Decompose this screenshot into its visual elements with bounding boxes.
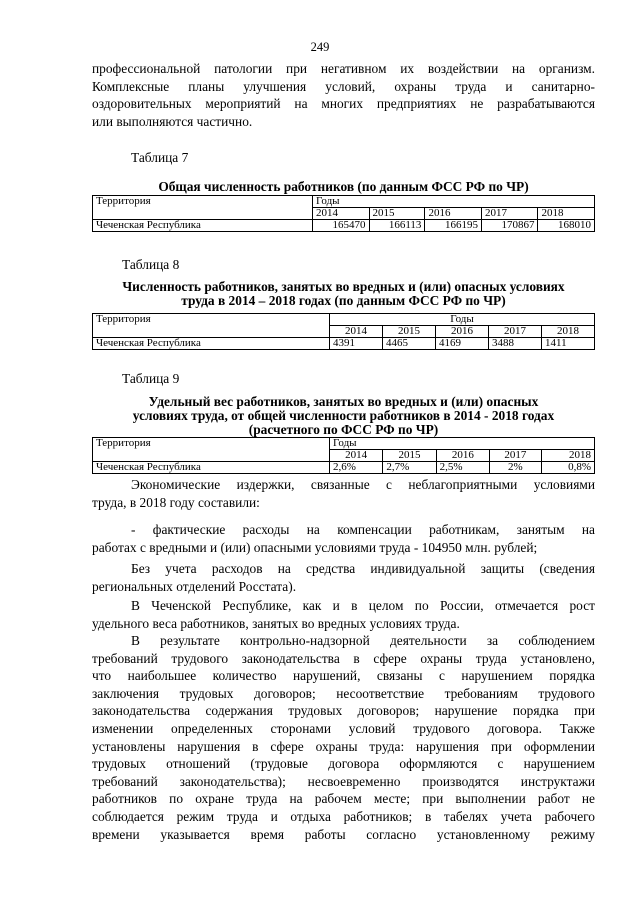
table9-cell: 2,5% [436, 462, 489, 474]
table7-year: 2018 [538, 208, 595, 220]
table-row [93, 220, 595, 232]
table-row [93, 462, 595, 474]
table7-label: Таблица 7 [131, 150, 189, 165]
text-line: удельного веса работников, занятых во вредных условиях труда. [92, 615, 460, 631]
table8-title-line: труда в 2014 – 2018 годах (по данным ФСС РФ по ЧР) [181, 293, 506, 308]
text-line: что наибольшее количество нарушений, связаны с нарушением порядка [92, 668, 595, 684]
table8-title [92, 280, 595, 308]
table9-year: 2016 [436, 450, 489, 462]
table7-cell: 166113 [369, 220, 425, 232]
table9-cell: 2% [489, 462, 541, 474]
table8-year: 2017 [489, 326, 542, 338]
table7 [92, 195, 595, 232]
table7-year: 2014 [313, 208, 370, 220]
body-paragraph [92, 597, 595, 632]
table-row [93, 338, 595, 350]
table8-territory: Чеченская Республика [93, 338, 330, 350]
table9-year: 2014 [330, 450, 383, 462]
table9-title [92, 395, 595, 437]
table9-title-line: условиях труда, от общей численности работников в 2014 - 2018 годах [132, 408, 555, 423]
table7-header-territory: Территория [93, 196, 313, 220]
text-line: работах с вредными и (или) опасными условиями труда - 104950 млн. рублей; [92, 539, 538, 555]
table9-title-line: Удельный вес работников, занятых во вредных и (или) опасных [148, 394, 539, 409]
table8 [92, 313, 595, 350]
table9-year: 2018 [541, 450, 594, 462]
text-line: В Чеченской Республике, как и в целом по России, отмечается рост [131, 598, 595, 613]
table7-cell: 168010 [538, 220, 595, 232]
table8-cell: 3488 [489, 338, 542, 350]
table8-year: 2014 [330, 326, 383, 338]
text-line: труда, в 2018 году составили: [92, 494, 260, 510]
table7-year: 2017 [481, 208, 538, 220]
text-line: - фактические расходы на компенсации работникам, занятым на [131, 522, 595, 537]
text-line: требований трудового законодательства в сфере охраны труда установлено, [92, 650, 595, 666]
table8-cell: 4169 [436, 338, 489, 350]
text-line: законодательства содержания трудовых договоров; нарушение порядка при [92, 703, 595, 719]
intro-paragraph [92, 60, 595, 130]
table8-label: Таблица 8 [122, 257, 180, 272]
table9-cell: 2,6% [330, 462, 383, 474]
table9-header-territory: Территория [93, 438, 330, 462]
text-line: изменении определенных сторонами условий трудового договора. Также [92, 720, 595, 736]
table9-cell: 2,7% [383, 462, 436, 474]
table8-cell: 4465 [383, 338, 436, 350]
table8-year: 2018 [542, 326, 595, 338]
table8-cell: 4391 [330, 338, 383, 350]
table9-year: 2015 [383, 450, 436, 462]
table9-year: 2017 [489, 450, 541, 462]
table8-header-territory: Территория [93, 314, 330, 338]
table9-label: Таблица 9 [122, 371, 180, 386]
table8-cell: 1411 [542, 338, 595, 350]
text-line: требований законодательства); несвоевременно производятся инструктажи [92, 773, 595, 789]
text-line: заключения трудовых договоров; несоответствие требованиям трудового [92, 685, 595, 701]
table8-year: 2016 [436, 326, 489, 338]
body-paragraph [92, 560, 595, 595]
text-line: или выполняются частично. [92, 113, 253, 129]
table7-year: 2016 [425, 208, 482, 220]
text-line: работников по охране труда на рабочем месте; при выполнении работ не [92, 791, 595, 807]
table7-territory: Чеченская Республика [93, 220, 313, 232]
text-line: региональных отделений Росстата). [92, 578, 297, 594]
text-line: оздоровительных мероприятий на многих предприятиях не разрабатываются [92, 96, 595, 112]
table7-cell: 170867 [481, 220, 538, 232]
table9-header-years: Годы [330, 438, 595, 450]
body-paragraph [92, 476, 595, 511]
table8-header-years: Годы [330, 314, 595, 326]
table8-title-line: Численность работников, занятых во вредных и (или) опасных условиях [122, 279, 565, 294]
text-line: Без учета расходов на средства индивидуальной защиты (сведения [131, 561, 595, 576]
text-line: трудовых отношений (трудовые договора оформляются с нарушением [92, 756, 595, 772]
text-line: соблюдается режим труда и отдыха работников; в табелях учета рабочего [92, 808, 595, 824]
body-paragraph [92, 521, 595, 556]
text-line: установлены нарушения в сфере охраны труда: нарушения при оформлении [92, 738, 595, 754]
table9-cell: 0,8% [541, 462, 594, 474]
text-line: профессиональной патологии при негативном их воздействии на организм. [92, 61, 595, 76]
text-line: Комплексные планы улучшения условий, охраны труда и санитарно- [92, 78, 595, 94]
table8-year: 2015 [383, 326, 436, 338]
text-line: В результате контрольно-надзорной деятельности за соблюдением [131, 633, 595, 648]
body-paragraph [92, 632, 595, 843]
table7-year: 2015 [369, 208, 425, 220]
table7-cell: 166195 [425, 220, 482, 232]
table7-cell: 165470 [313, 220, 370, 232]
page-number: 249 [310, 40, 330, 54]
table7-title: Общая численность работников (по данным ФСС РФ по ЧР) [158, 179, 529, 194]
text-line: времени указывается время работы согласно установленному режиму [92, 826, 595, 842]
table9-title-line: (расчетного по ФСС РФ по ЧР) [248, 422, 439, 437]
table9 [92, 437, 595, 474]
table9-territory: Чеченская Республика [93, 462, 330, 474]
text-line: Экономические издержки, связанные с неблагоприятными условиями [131, 477, 595, 492]
table7-header-years: Годы [313, 196, 595, 208]
